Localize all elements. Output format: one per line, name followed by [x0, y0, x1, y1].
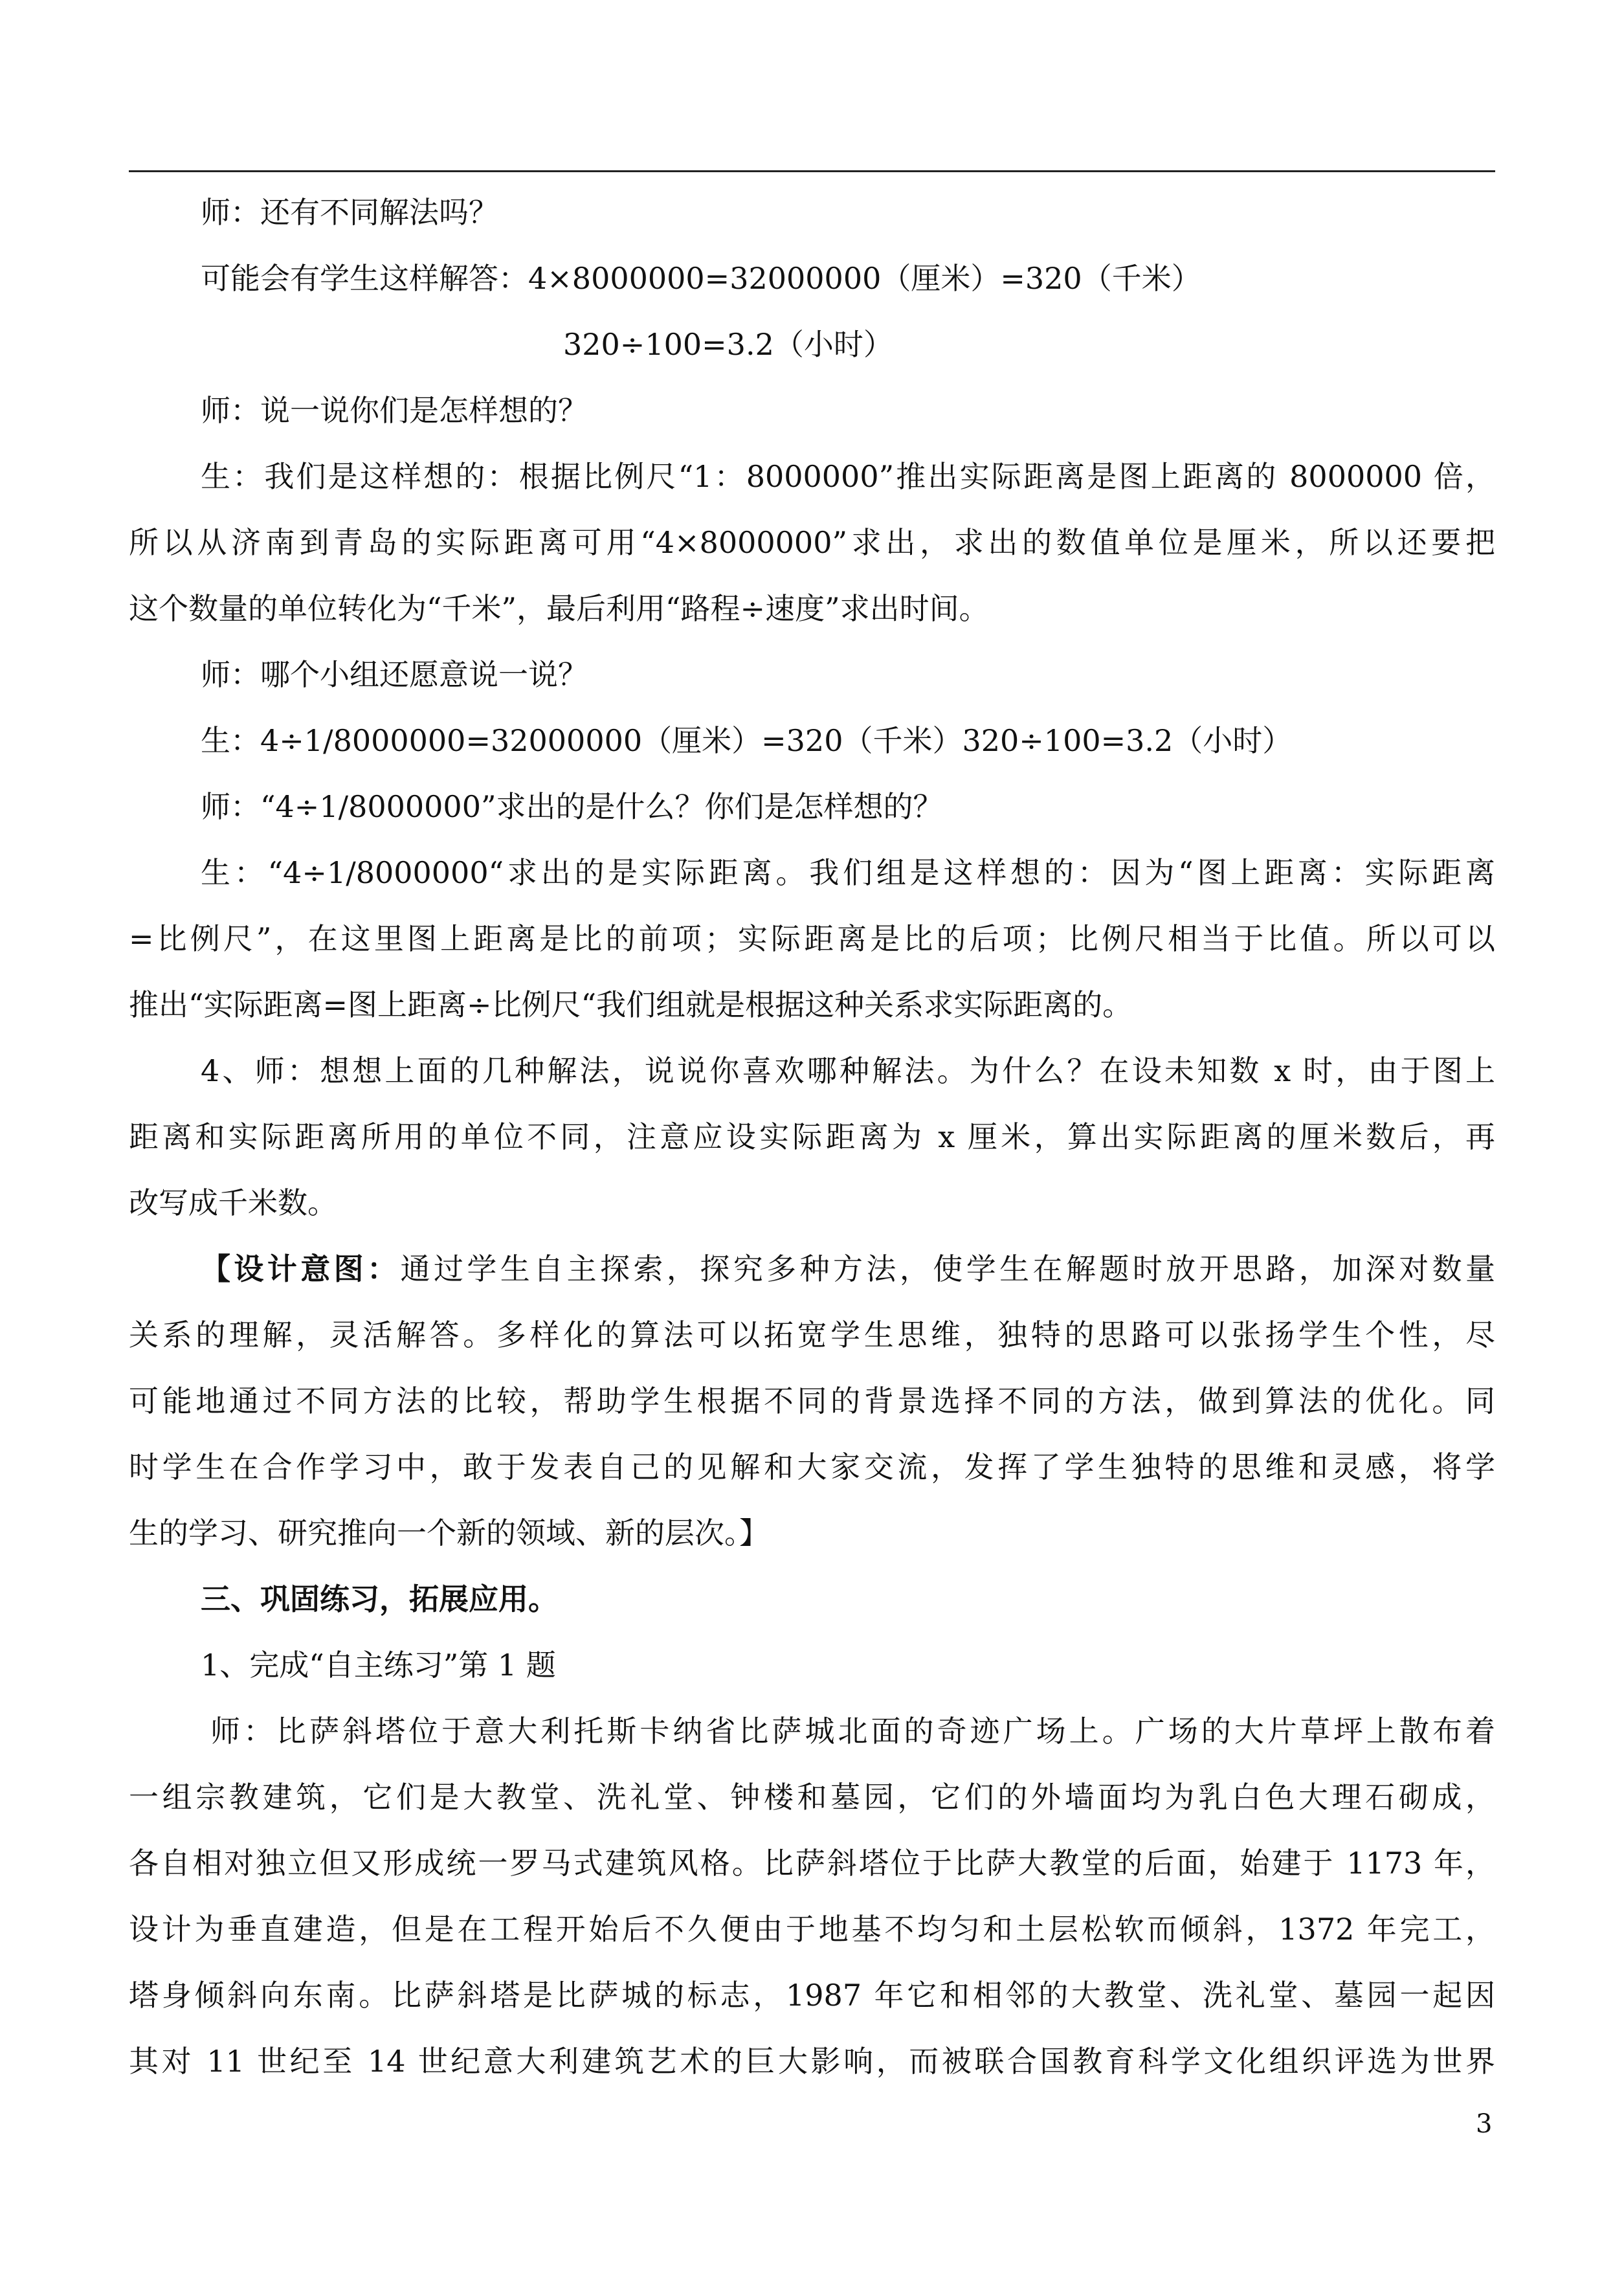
- header-rule: [129, 170, 1495, 172]
- text-line: 320÷100=3.2（小时）: [563, 327, 893, 362]
- text-line: 塔身倾斜向东南。比萨斜塔是比萨城的标志，1987 年它和相邻的大教堂、洗礼堂、墓园一起因: [129, 1978, 1495, 2013]
- text-line: 距离和实际距离所用的单位不同，注意应设实际距离为 x 厘米，算出实际距离的厘米数后，再: [129, 1119, 1495, 1154]
- text-line: 推出“实际距离=图上距离÷比例尺“我们组就是根据这种关系求实际距离的。: [129, 987, 1133, 1022]
- text-line: 设计为垂直建造，但是在工程开始后不久便由于地基不均匀和土层松软而倾斜，1372 年完工，: [129, 1912, 1495, 1947]
- text-line: 师：说一说你们是怎样想的？: [201, 393, 588, 428]
- design-intent-label: 【设计意图：: [201, 1251, 401, 1286]
- section-heading: 三、巩固练习，拓展应用。: [201, 1582, 558, 1616]
- text-line: 师：“4÷1/8000000”求出的是什么？你们是怎样想的？: [201, 789, 943, 824]
- page-number: 3: [1476, 2109, 1493, 2139]
- text-line: 师：比萨斜塔位于意大利托斯卡纳省比萨城北面的奇迹广场上。广场的大片草坪上散布着: [210, 1714, 1495, 1749]
- text-line: 可能地通过不同方法的比较，帮助学生根据不同的背景选择不同的方法，做到算法的优化。同: [129, 1383, 1495, 1418]
- text-line: 这个数量的单位转化为“千米”，最后利用“路程÷速度”求出时间。: [129, 591, 989, 626]
- text-line: 师：哪个小组还愿意说一说？: [201, 657, 588, 692]
- text-line: 1、完成“自主练习”第 1 题: [201, 1648, 556, 1683]
- document-body: [129, 179, 1495, 2094]
- text-line: 时学生在合作学习中，敢于发表自己的见解和大家交流，发挥了学生独特的思维和灵感，将学: [129, 1449, 1495, 1484]
- text-line: =比例尺”，在这里图上距离是比的前项；实际距离是比的后项；比例尺相当于比值。所以可以: [129, 921, 1495, 956]
- text-line: 一组宗教建筑，它们是大教堂、洗礼堂、钟楼和墓园，它们的外墙面均为乳白色大理石砌成，: [129, 1780, 1495, 1815]
- text-line: 关系的理解，灵活解答。多样化的算法可以拓宽学生思维，独特的思路可以张扬学生个性，尽: [129, 1317, 1495, 1352]
- design-intent-line: [129, 1236, 1495, 1302]
- text-line: 4、师：想想上面的几种解法，说说你喜欢哪种解法。为什么？在设未知数 x 时，由于图上: [201, 1053, 1496, 1088]
- text-line: 各自相对独立但又形成统一罗马式建筑风格。比萨斜塔位于比萨大教堂的后面，始建于 1173 年，: [129, 1846, 1495, 1881]
- text-line: 可能会有学生这样解答：4×8000000=32000000（厘米）=320（千米）: [201, 261, 1201, 296]
- text-line: 所以从济南到青岛的实际距离可用“4×8000000”求出，求出的数值单位是厘米，所以还要把: [129, 525, 1495, 560]
- text-line: 生：4÷1/8000000=32000000（厘米）=320（千米）320÷100=3.2（小时）: [201, 723, 1293, 758]
- design-intent-text: 通过学生自主探索，探究多种方法，使学生在解题时放开思路，加深对数量: [400, 1251, 1496, 1286]
- text-line: 生：“4÷1/8000000“求出的是实际距离。我们组是这样想的：因为“图上距离：实际距离: [201, 855, 1495, 890]
- text-line: 生的学习、研究推向一个新的领域、新的层次。】: [129, 1516, 769, 1550]
- text-line: 师：还有不同解法吗？: [201, 195, 498, 230]
- text-line: 其对 11 世纪至 14 世纪意大利建筑艺术的巨大影响，而被联合国教育科学文化组织评选为世界: [129, 2044, 1495, 2079]
- text-line: 生：我们是这样想的：根据比例尺“1：8000000”推出实际距离是图上距离的 8000000 倍，: [201, 459, 1495, 494]
- text-line: 改写成千米数。: [129, 1185, 337, 1220]
